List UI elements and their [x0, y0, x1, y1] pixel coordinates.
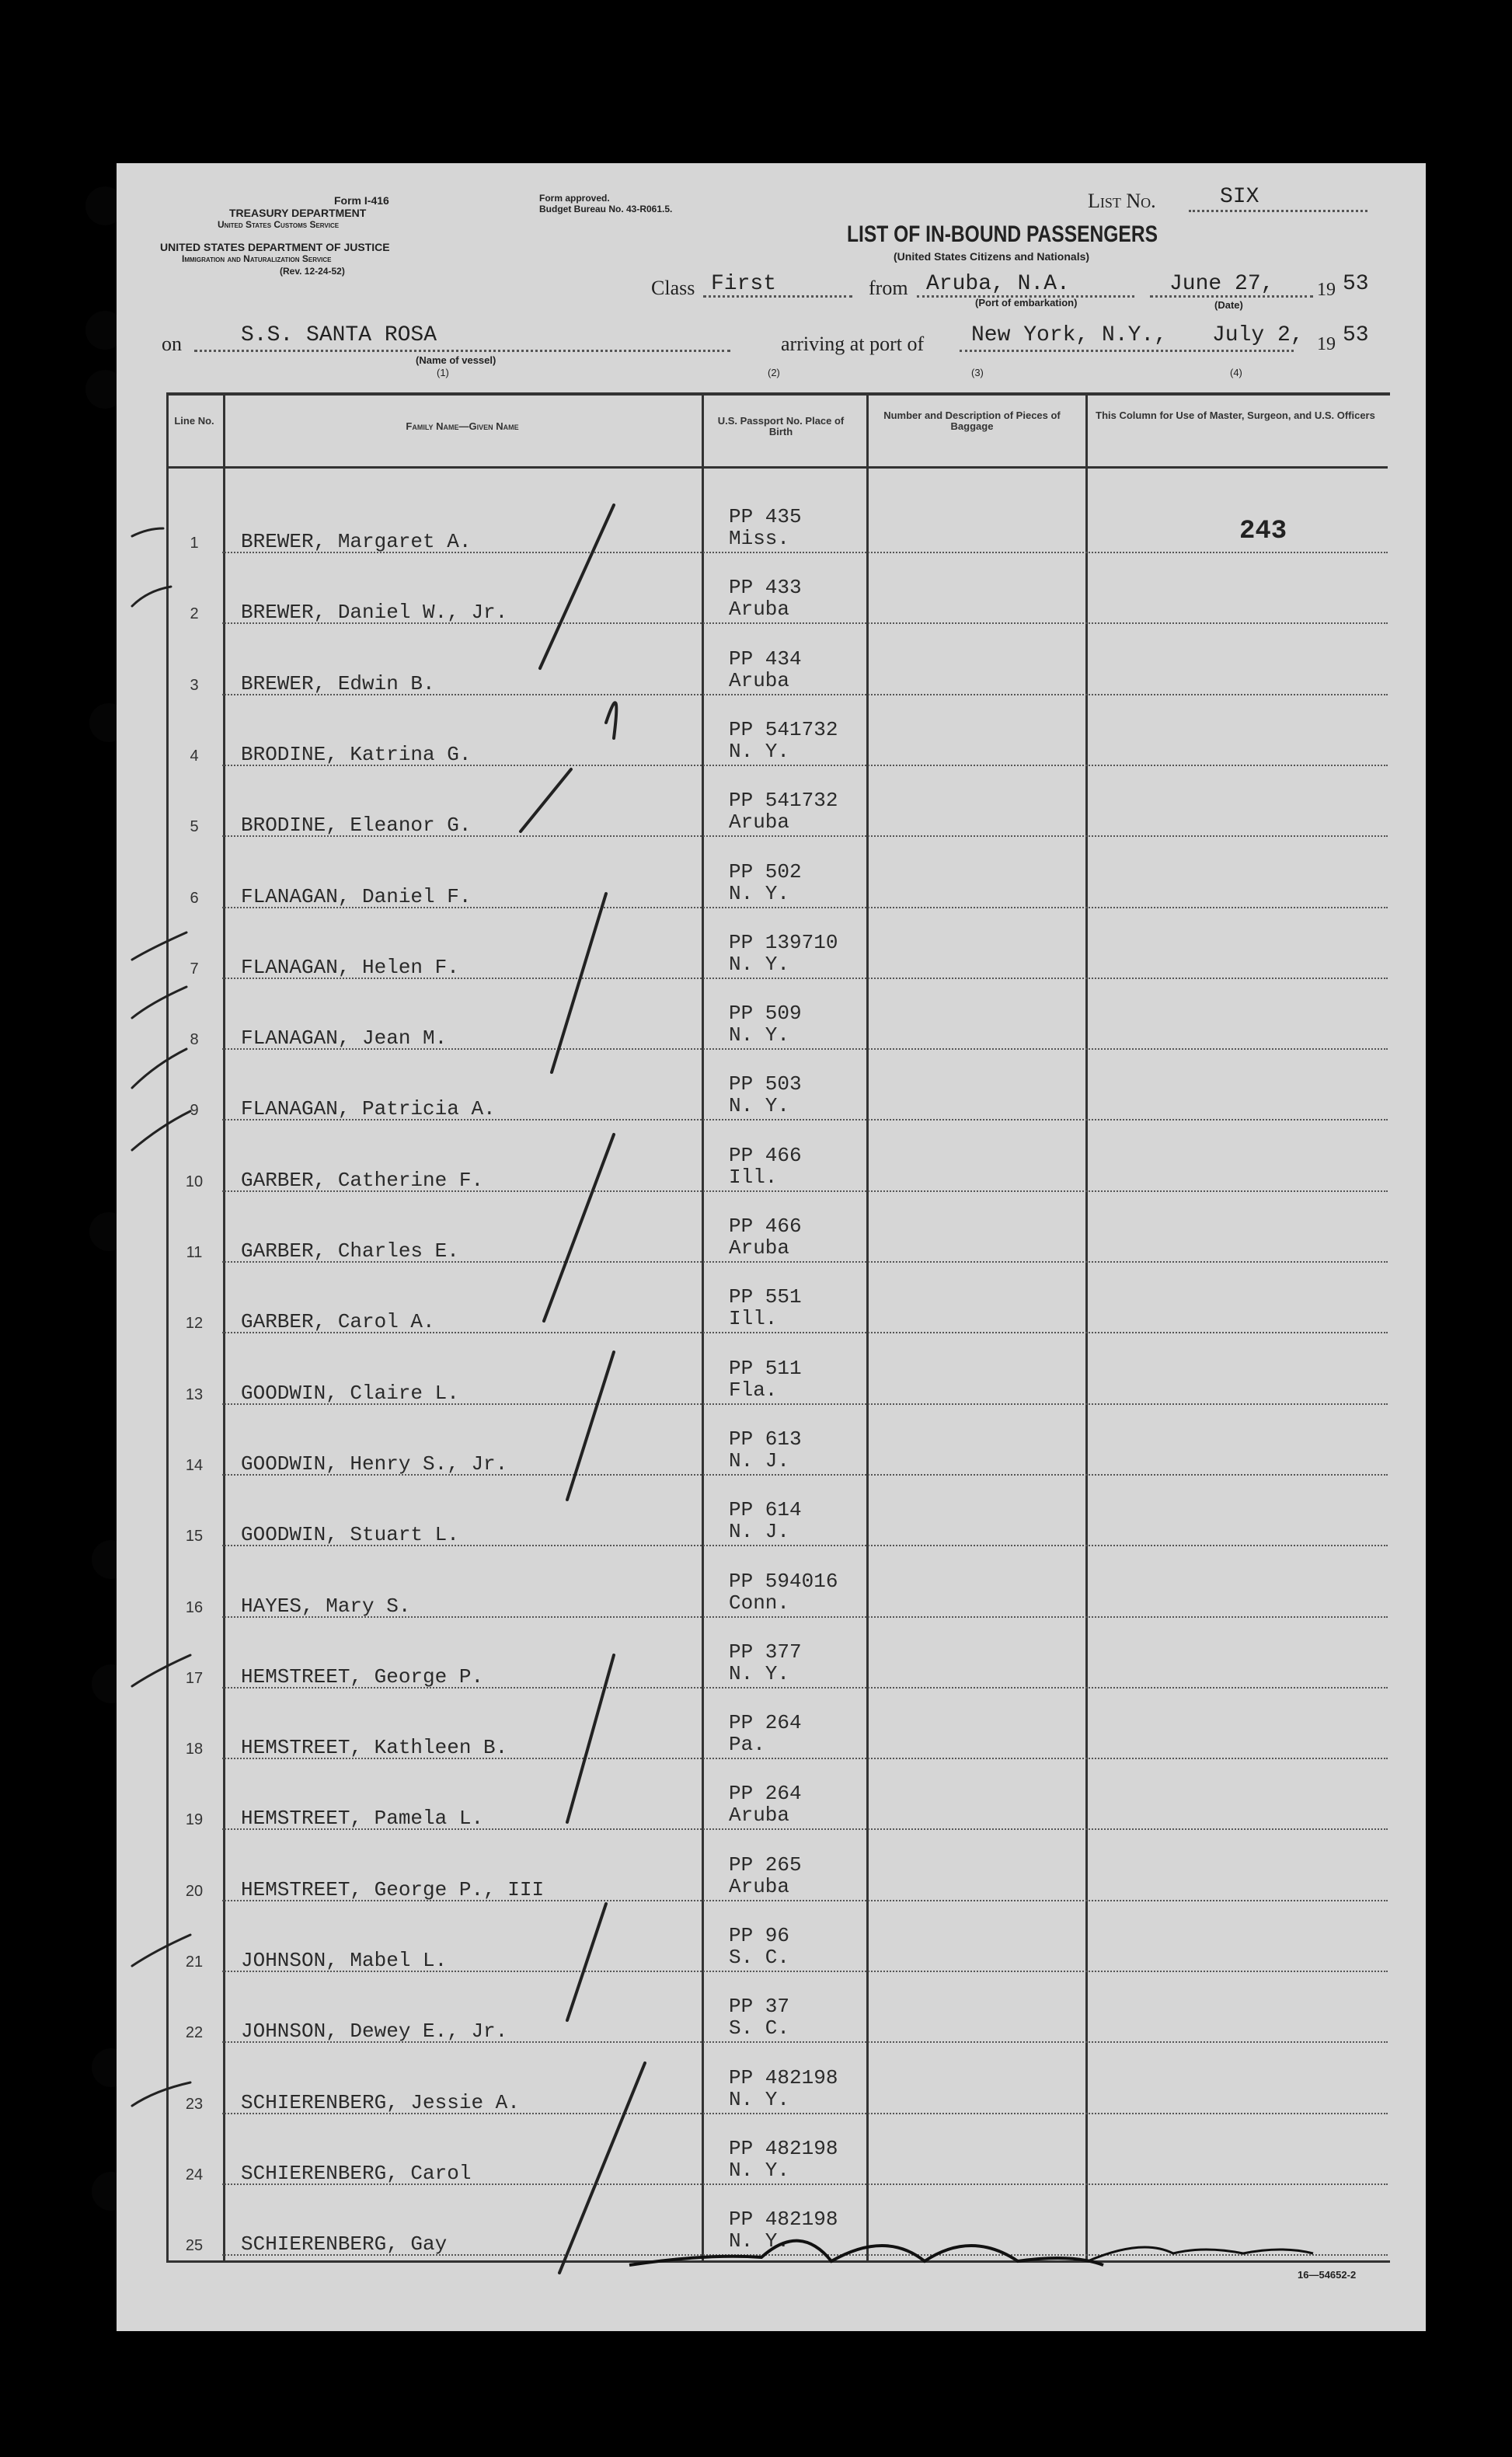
passport-number: PP 551 — [729, 1285, 802, 1309]
passport-number: PP 139710 — [729, 930, 838, 954]
place-of-birth: S. C. — [729, 2016, 790, 2041]
header-officers: This Column for Use of Master, Surgeon, and U.S. Officers — [1096, 410, 1375, 421]
line-number: 17 — [185, 1669, 204, 1687]
passenger-name: FLANAGAN, Jean M. — [241, 1026, 448, 1051]
list-no-label: List No. — [1088, 190, 1156, 212]
line-number: 13 — [185, 1385, 204, 1403]
passport-number: PP 264 — [729, 1711, 802, 1735]
place-of-birth: Aruba — [729, 810, 790, 835]
arriving-label: arriving at port of — [781, 333, 925, 355]
from-label: from — [869, 277, 908, 299]
col4-no: (4) — [1230, 367, 1242, 378]
line-number: 11 — [186, 1244, 203, 1261]
passenger-name: JOHNSON, Mabel L. — [241, 1949, 448, 1972]
place-of-birth: Aruba — [729, 1804, 790, 1828]
place-of-birth: S. C. — [729, 1946, 790, 1969]
vessel-name: S.S. SANTA ROSA — [241, 323, 437, 347]
line-number: 3 — [190, 676, 199, 694]
passenger-name: JOHNSON, Dewey E., Jr. — [241, 2020, 508, 2044]
passport-number: PP 435 — [729, 505, 802, 528]
handwritten-marks — [117, 163, 1426, 2331]
place-of-birth: Miss. — [729, 527, 790, 550]
year-prefix-1: 19 — [1317, 280, 1336, 300]
passport-number: PP 541732 — [729, 789, 838, 813]
place-of-birth: Aruba — [729, 598, 790, 622]
year-prefix-2: 19 — [1317, 334, 1336, 354]
passenger-name: BRODINE, Eleanor G. — [241, 814, 472, 838]
col3-no: (3) — [971, 367, 984, 378]
line-number: 18 — [185, 1741, 204, 1758]
header-name: Family Name—Given Name — [406, 420, 519, 432]
form-approved: Form approved. — [539, 193, 610, 204]
page-title: LIST OF IN-BOUND PASSENGERS — [847, 221, 1158, 247]
customs-service: United States Customs Service — [218, 219, 340, 230]
passport-number: PP 466 — [729, 1143, 802, 1167]
passport-number: PP 264 — [729, 1782, 802, 1806]
manifest-sheet — [117, 163, 1426, 2331]
line-number: 15 — [185, 1528, 204, 1546]
passenger-name: HEMSTREET, Kathleen B. — [241, 1736, 508, 1760]
class-value: First — [711, 272, 777, 296]
passenger-name: FLANAGAN, Patricia A. — [241, 1097, 496, 1121]
passenger-name: FLANAGAN, Daniel F. — [241, 884, 472, 908]
year-value-1: 53 — [1343, 272, 1369, 296]
passport-number: PP 482198 — [729, 2065, 838, 2089]
passport-number: PP 541732 — [729, 717, 838, 741]
place-of-birth: N. Y. — [729, 952, 790, 976]
place-of-birth: Aruba — [729, 668, 790, 692]
passenger-name: BRODINE, Katrina G. — [241, 742, 472, 766]
passenger-name: FLANAGAN, Helen F. — [241, 955, 459, 979]
passport-number: PP 265 — [729, 1852, 802, 1877]
passenger-name: HEMSTREET, George P. — [241, 1664, 484, 1689]
officer-annotation: 243 — [1239, 517, 1287, 546]
passport-number: PP 96 — [729, 1924, 790, 1947]
col1-no: (1) — [437, 367, 449, 378]
header-passport: U.S. Passport No. Place of Birth — [717, 415, 845, 437]
line-number: 19 — [185, 1811, 204, 1829]
passport-number: PP 509 — [729, 1002, 802, 1026]
place-of-birth: N. Y. — [729, 2229, 790, 2253]
page-subtitle: (United States Citizens and Nationals) — [894, 250, 1090, 263]
line-number: 6 — [190, 889, 199, 907]
place-of-birth: Pa. — [729, 1733, 765, 1757]
place-of-birth: N. Y. — [729, 1094, 790, 1118]
passport-number: PP 377 — [729, 1640, 802, 1664]
passport-number: PP 594016 — [729, 1569, 838, 1593]
line-number: 16 — [185, 1598, 204, 1616]
passenger-name: HEMSTREET, George P., III — [241, 1877, 545, 1901]
place-of-birth: Aruba — [729, 1236, 790, 1260]
passenger-name: GOODWIN, Stuart L. — [241, 1523, 459, 1547]
passport-number: PP 433 — [729, 576, 802, 600]
form-footer-code: 16—54652-2 — [1298, 2269, 1357, 2281]
place-of-birth: N. J. — [729, 1448, 790, 1472]
on-label: on — [162, 333, 182, 355]
passenger-name: GOODWIN, Claire L. — [241, 1381, 459, 1405]
vessel-label: (Name of vessel) — [416, 354, 496, 366]
arrival-port: New York, N.Y., — [971, 323, 1168, 347]
line-number: 20 — [185, 1882, 204, 1900]
line-number: 4 — [190, 747, 199, 765]
place-of-birth: N. Y. — [729, 1661, 790, 1685]
passport-number: PP 482198 — [729, 2136, 838, 2160]
passenger-name: HEMSTREET, Pamela L. — [241, 1807, 484, 1831]
passenger-name: BREWER, Margaret A. — [241, 530, 472, 553]
line-number: 8 — [190, 1031, 199, 1049]
place-of-birth: Ill. — [729, 1165, 778, 1189]
justice-dept: UNITED STATES DEPARTMENT OF JUSTICE — [160, 241, 390, 253]
date-value: June 27, — [1169, 272, 1274, 296]
passport-number: PP 37 — [729, 1995, 790, 2019]
line-number: 12 — [185, 1315, 204, 1333]
place-of-birth: N. J. — [729, 1520, 790, 1544]
line-number: 7 — [190, 960, 199, 978]
line-number: 21 — [185, 1953, 204, 1971]
passenger-name: BREWER, Daniel W., Jr. — [241, 601, 508, 625]
revision-date: (Rev. 12-24-52) — [280, 266, 345, 277]
line-number: 22 — [185, 2024, 204, 2042]
list-no-value: SIX — [1220, 185, 1259, 209]
passport-number: PP 466 — [729, 1215, 802, 1238]
place-of-birth: N. Y. — [729, 739, 790, 763]
passport-number: PP 482198 — [729, 2208, 838, 2232]
passport-number: PP 613 — [729, 1427, 802, 1451]
place-of-birth: Fla. — [729, 1378, 778, 1402]
place-of-birth: Ill. — [729, 1307, 778, 1331]
place-of-birth: N. Y. — [729, 2158, 790, 2182]
place-of-birth: Aruba — [729, 1874, 790, 1898]
year-value-2: 53 — [1343, 323, 1369, 347]
class-label: Class — [651, 277, 695, 299]
place-of-birth: N. Y. — [729, 1023, 790, 1047]
line-number: 9 — [190, 1102, 199, 1120]
passenger-name: HAYES, Mary S. — [241, 1594, 411, 1618]
passport-number: PP 511 — [729, 1356, 802, 1380]
ins-service: Immigration and Naturalization Service — [182, 253, 332, 264]
passenger-name: GARBER, Catherine F. — [241, 1168, 484, 1192]
treasury-dept: TREASURY DEPARTMENT — [229, 207, 367, 219]
form-number: Form I-416 — [334, 194, 389, 207]
from-value: Aruba, N.A. — [926, 272, 1070, 296]
line-number: 24 — [185, 2166, 204, 2183]
place-of-birth: N. Y. — [729, 881, 790, 905]
place-of-birth: Conn. — [729, 1591, 790, 1615]
line-number: 1 — [190, 535, 199, 552]
date-label: (Date) — [1214, 299, 1243, 311]
passenger-name: SCHIERENBERG, Jessie A. — [241, 2090, 520, 2114]
passenger-name: GARBER, Carol A. — [241, 1310, 435, 1334]
passenger-name: GARBER, Charles E. — [241, 1239, 459, 1263]
line-number: 14 — [185, 1456, 204, 1474]
arrival-date: July 2, — [1212, 323, 1304, 347]
header-baggage: Number and Description of Pieces of Baggage — [883, 410, 1061, 432]
passport-number: PP 434 — [729, 646, 802, 671]
port-embarkation-label: (Port of embarkation) — [975, 297, 1078, 308]
passport-number: PP 503 — [729, 1072, 802, 1096]
budget-bureau: Budget Bureau No. 43-R061.5. — [539, 204, 673, 214]
line-number: 10 — [185, 1173, 204, 1190]
place-of-birth: N. Y. — [729, 2087, 790, 2111]
line-number: 23 — [185, 2095, 204, 2113]
header-line-no: Line No. — [174, 415, 214, 427]
line-number: 25 — [185, 2237, 204, 2255]
passenger-name: GOODWIN, Henry S., Jr. — [241, 1452, 508, 1476]
line-number: 5 — [190, 818, 199, 836]
line-number: 2 — [190, 605, 199, 623]
col2-no: (2) — [768, 367, 780, 378]
passenger-name: BREWER, Edwin B. — [241, 671, 435, 695]
passport-number: PP 614 — [729, 1498, 802, 1522]
passport-number: PP 502 — [729, 859, 802, 883]
passenger-name: SCHIERENBERG, Gay — [241, 2232, 448, 2257]
passenger-name: SCHIERENBERG, Carol — [241, 2161, 472, 2185]
